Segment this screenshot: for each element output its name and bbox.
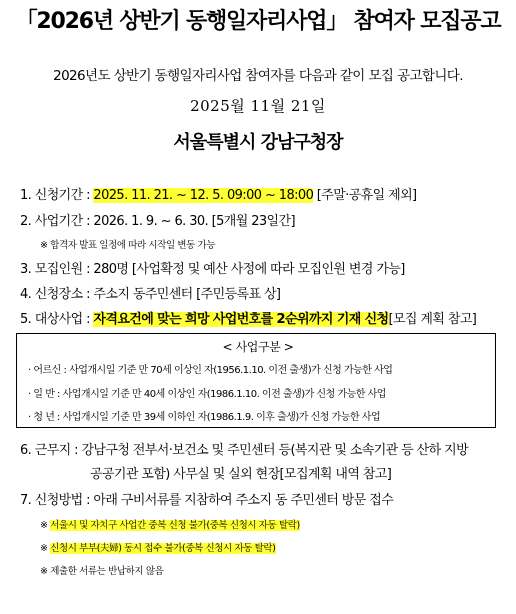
item-text: 주소지 동주민센터 [주민등록표 상] — [93, 287, 281, 302]
item-application-method: 7. 신청방법 : 아래 구비서류를 지참하여 주소지 동 주민센터 방문 접수 — [20, 493, 394, 508]
item-recruit-count — [20, 258, 405, 277]
issuer-name: 서울특별시 강남구청장 — [173, 132, 343, 153]
item-workplace-cont: 공공기관 포함) 사무실 및 실외 현장[모집계획 내역 참고] — [90, 467, 392, 482]
item-label: 2. 사업기간 : — [20, 214, 94, 229]
item-target-project — [20, 308, 476, 327]
item-label: 4. 신청장소 : — [20, 287, 94, 302]
item-label: 5. 대상사업 : — [20, 312, 94, 327]
item-application-period — [20, 184, 417, 203]
item-text: 2026. 1. 9. ~ 6. 30. [5개월 23일간] — [93, 214, 295, 229]
note-duplicate — [40, 517, 300, 531]
box-row-general: · 일 반 : 사업개시일 기준 만 40세 이상인 자(1986.1.10. 이전 출생)가 신청 가능한 사업 — [28, 389, 386, 400]
note-couple — [40, 540, 276, 554]
box-row-senior: · 어르신 : 사업개시일 기준 만 70세 이상인 자(1956.1.10. 이전 출생)가 신청 가능한 사업 — [28, 365, 393, 376]
note-text: 제출한 서류는 반납하지 않음 — [50, 566, 164, 577]
item-text: 280명 [사업확정 및 예산 사정에 따라 모집인원 변경 가능] — [93, 262, 405, 277]
item-highlight: 2025. 11. 21. ~ 12. 5. 09:00 ~ 18:00 — [93, 188, 314, 203]
note-start-date: ※ 합격자 발표 일정에 따라 시작일 변동 가능 — [40, 240, 216, 251]
note-text: 신청시 부부(夫婦) 동시 접수 불가(중복 신청시 자동 탈락) — [50, 543, 276, 554]
announcement-date: 2025월 11월 21일 — [190, 97, 326, 115]
page-title: 「2026년 상반기 동행일자리사업」 참여자 모집공고 — [15, 9, 501, 34]
item-label: 1. 신청기간 : — [20, 188, 94, 203]
item-workplace: 6. 근무지 : 강남구청 전부서·보건소 및 주민센터 등(복지관 및 소속기관 등 산하 지방 — [20, 443, 469, 458]
note-mark: ※ — [40, 566, 51, 577]
item-rest: [주말·공휴일 제외] — [313, 188, 417, 203]
item-label: 3. 모집인원 : — [20, 262, 94, 277]
note-text: 서울시 및 자치구 사업간 중복 신청 불가(중복 신청시 자동 탈락) — [50, 520, 300, 531]
box-title: < 사업구분 > — [222, 340, 294, 354]
item-project-period — [20, 210, 295, 229]
note-mark: ※ — [40, 543, 51, 554]
item-rest: [모집 계획 참고] — [388, 312, 477, 327]
note-no-return — [40, 563, 163, 577]
intro-text: 2026년도 상반기 동행일자리사업 참여자를 다음과 같이 모집 공고합니다. — [53, 68, 463, 84]
box-row-youth: · 청 년 : 사업개시일 기준 만 39세 이하인 자(1986.1.9. 이후 출생)가 신청 가능한 사업 — [28, 412, 381, 423]
item-highlight: 자격요건에 맞는 희망 사업번호를 2순위까지 기재 신청 — [93, 312, 389, 327]
note-mark: ※ — [40, 520, 51, 531]
item-application-place — [20, 283, 280, 302]
